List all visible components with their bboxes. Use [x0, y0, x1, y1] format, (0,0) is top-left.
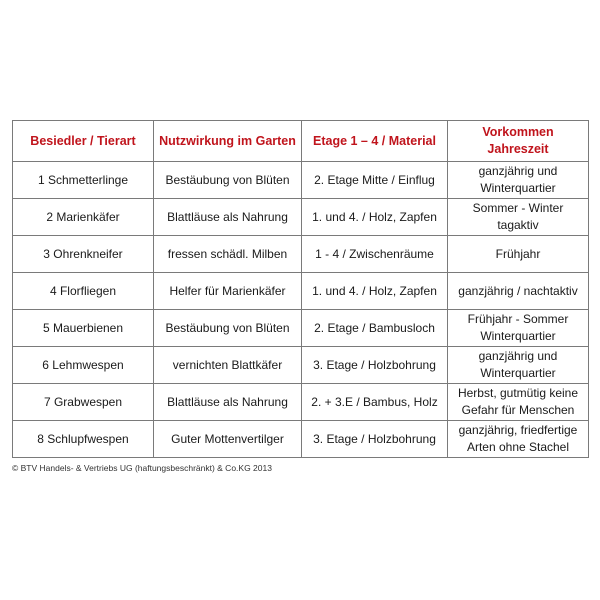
cell-season: Frühjahr [448, 236, 589, 273]
cell-season: Herbst, gutmütig keine Gefahr für Menschen [448, 384, 589, 421]
table-row [13, 384, 589, 421]
insect-hotel-table [12, 120, 589, 458]
cell-season: Sommer - Winter tagaktiv [448, 199, 589, 236]
cell-level-material: 1. und 4. / Holz, Zapfen [302, 199, 448, 236]
cell-species: 3 Ohrenkneifer [13, 236, 154, 273]
cell-species: 8 Schlupfwespen [13, 421, 154, 458]
copyright-notice: © BTV Handels- & Vertriebs UG (haftungsbeschränkt) & Co.KG 2013 [12, 463, 272, 473]
cell-species: 2 Marienkäfer [13, 199, 154, 236]
cell-species: 6 Lehmwespen [13, 347, 154, 384]
cell-level-material: 2. Etage Mitte / Einflug [302, 162, 448, 199]
insect-hotel-table-wrapper [12, 120, 588, 458]
cell-benefit: Bestäubung von Blüten [154, 310, 302, 347]
cell-level-material: 3. Etage / Holzbohrung [302, 421, 448, 458]
cell-level-material: 3. Etage / Holzbohrung [302, 347, 448, 384]
header-species: Besiedler / Tierart [13, 121, 154, 162]
cell-season: ganzjährig und Winterquartier [448, 347, 589, 384]
cell-season: ganzjährig und Winterquartier [448, 162, 589, 199]
cell-season: ganzjährig, friedfertige Arten ohne Stachel [448, 421, 589, 458]
cell-season: Frühjahr - Sommer Winterquartier [448, 310, 589, 347]
table-row [13, 347, 589, 384]
cell-season: ganzjährig / nachtaktiv [448, 273, 589, 310]
cell-benefit: Helfer für Marienkäfer [154, 273, 302, 310]
table-row [13, 310, 589, 347]
cell-benefit: Blattläuse als Nahrung [154, 384, 302, 421]
table-row [13, 236, 589, 273]
table-row [13, 162, 589, 199]
cell-level-material: 1. und 4. / Holz, Zapfen [302, 273, 448, 310]
cell-level-material: 1 - 4 / Zwischenräume [302, 236, 448, 273]
cell-benefit: fressen schädl. Milben [154, 236, 302, 273]
table-row [13, 199, 589, 236]
cell-species: 5 Mauerbienen [13, 310, 154, 347]
cell-species: 7 Grabwespen [13, 384, 154, 421]
cell-species: 4 Florfliegen [13, 273, 154, 310]
cell-benefit: Bestäubung von Blüten [154, 162, 302, 199]
header-benefit: Nutzwirkung im Garten [154, 121, 302, 162]
cell-benefit: Blattläuse als Nahrung [154, 199, 302, 236]
cell-level-material: 2. Etage / Bambusloch [302, 310, 448, 347]
table-row [13, 273, 589, 310]
cell-level-material: 2. + 3.E / Bambus, Holz [302, 384, 448, 421]
table-row [13, 421, 589, 458]
cell-benefit: vernichten Blattkäfer [154, 347, 302, 384]
header-level-material: Etage 1 – 4 / Material [302, 121, 448, 162]
cell-benefit: Guter Mottenvertilger [154, 421, 302, 458]
header-season: Vorkommen Jahreszeit [448, 121, 589, 162]
table-header-row [13, 121, 589, 162]
cell-species: 1 Schmetterlinge [13, 162, 154, 199]
